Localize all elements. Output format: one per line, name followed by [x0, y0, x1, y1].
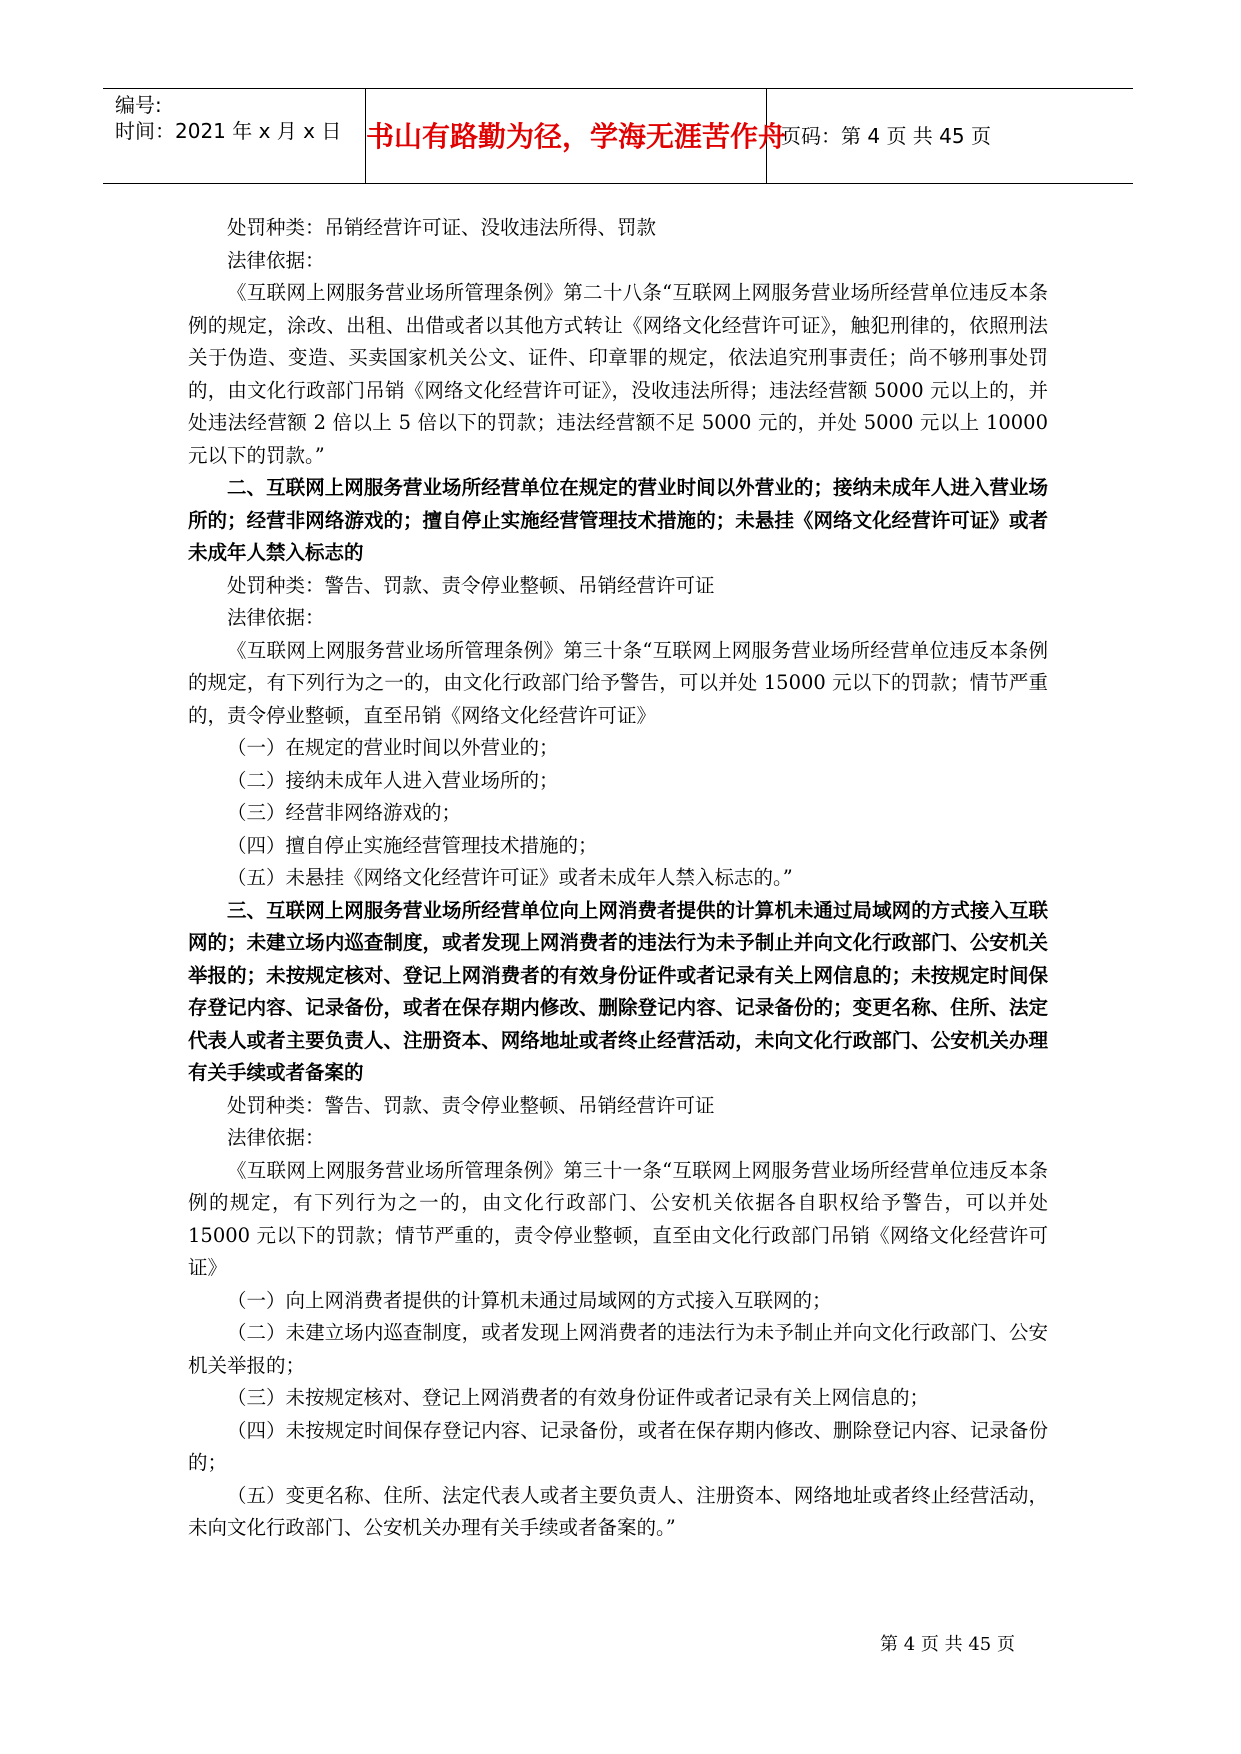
list-item: （二）接纳未成年人进入营业场所的； — [227, 768, 559, 792]
list-item: （三）经营非网络游戏的； — [227, 801, 462, 824]
paragraph: 处罚种类：警告、罚款、责令停业整顿、吊销经营许可证 — [227, 573, 715, 597]
header-motto: 书山有路勤为径，学海无涯苦作舟 — [366, 120, 787, 153]
paragraph: 处罚种类：警告、罚款、责令停业整顿、吊销经营许可证 — [227, 1093, 715, 1117]
section-heading: 二、互联网上网服务营业场所经营单位在规定的营业时间以外营业的；接纳未成年人进入营业场所的；经营非网络游戏的；擅自停止实施经营管理技术措施的；未悬挂《网络文化经营许可证》或者未成年人禁入标志的 — [188, 476, 1048, 564]
header-middle-cell — [366, 89, 787, 183]
list-item: （二）未建立场内巡查制度，或者发现上网消费者的违法行为未予制止并向文化行政部门、公安机关举报的； — [188, 1321, 1048, 1377]
list-item: （四）擅自停止实施经营管理技术措施的； — [227, 833, 598, 857]
section-heading: 三、互联网上网服务营业场所经营单位向上网消费者提供的计算机未通过局域网的方式接入互联网的；未建立场内巡查制度，或者发现上网消费者的违法行为未予制止并向文化行政部门、公安机关举报的；未按规定核对、登记上网消费者的有效身份证件或者记录有关上网信息的；未按规定时间保存登记内容、记录备份，或者在保存期内修改、删除登记内容、记录备份的；变更名称、住所、法定代表人或者主要负责人、注册资本、网络地址或者终止经营活动，未向文化行政部门、公安机关办理有关手续或者备案的 — [188, 898, 1048, 1084]
paragraph: 《互联网上网服务营业场所管理条例》第三十一条“互联网上网服务营业场所经营单位违反本条例的规定，有下列行为之一的，由文化行政部门、公安机关依据各自职权给予警告，可以并处 15000 元以下的罚款；情节严重的，责令停业整顿，直至由文化行政部门吊销《网络文化经营许可证》 — [188, 1158, 1048, 1279]
page-footer: 第 4 页 共 45 页 — [880, 1634, 1015, 1655]
document-date: 时间：2021 年 x 月 x 日 — [115, 119, 342, 143]
list-item: （一）向上网消费者提供的计算机未通过局域网的方式接入互联网的； — [227, 1288, 832, 1312]
page-header — [103, 88, 1133, 184]
paragraph: 处罚种类：吊销经营许可证、没收违法所得、罚款 — [227, 216, 657, 239]
list-item: （四）未按规定时间保存登记内容、记录备份，或者在保存期内修改、删除登记内容、记录备份的； — [188, 1418, 1048, 1474]
header-right-cell — [767, 89, 1133, 183]
list-item: （五）未悬挂《网络文化经营许可证》或者未成年人禁入标志的。” — [227, 866, 793, 889]
paragraph: 法律依据： — [227, 606, 325, 629]
document-body — [188, 212, 1048, 1545]
header-left-cell — [103, 89, 366, 183]
paragraph: 法律依据： — [227, 1126, 325, 1149]
header-page-code: 页码：第 4 页 共 45 页 — [781, 124, 991, 148]
paragraph: 法律依据： — [227, 248, 325, 272]
list-item: （一）在规定的营业时间以外营业的； — [227, 736, 559, 759]
list-item: （三）未按规定核对、登记上网消费者的有效身份证件或者记录有关上网信息的； — [227, 1386, 930, 1409]
document-number-label: 编号: — [115, 93, 162, 117]
list-item: （五）变更名称、住所、法定代表人或者主要负责人、注册资本、网络地址或者终止经营活动，未向文化行政部门、公安机关办理有关手续或者备案的。” — [188, 1483, 1048, 1539]
paragraph: 《互联网上网服务营业场所管理条例》第二十八条“互联网上网服务营业场所经营单位违反本条例的规定，涂改、出租、出借或者以其他方式转让《网络文化经营许可证》，触犯刑律的，依照刑法关于伪造、变造、买卖国家机关公文、证件、印章罪的规定，依法追究刑事责任；尚不够刑事处罚的，由文化行政部门吊销《网络文化经营许可证》，没收违法所得；违法经营额 5000 元以上的，并处违法经营额 2 倍以上 5 倍以下的罚款；违法经营额不足 5000 元的，并处 5000 元以上 10000 元以下的罚款。” — [188, 281, 1048, 467]
paragraph: 《互联网上网服务营业场所管理条例》第三十条“互联网上网服务营业场所经营单位违反本条例的规定，有下列行为之一的，由文化行政部门给予警告，可以并处 15000 元以下的罚款；情节严重的，责令停业整顿，直至吊销《网络文化经营许可证》 — [188, 638, 1048, 727]
